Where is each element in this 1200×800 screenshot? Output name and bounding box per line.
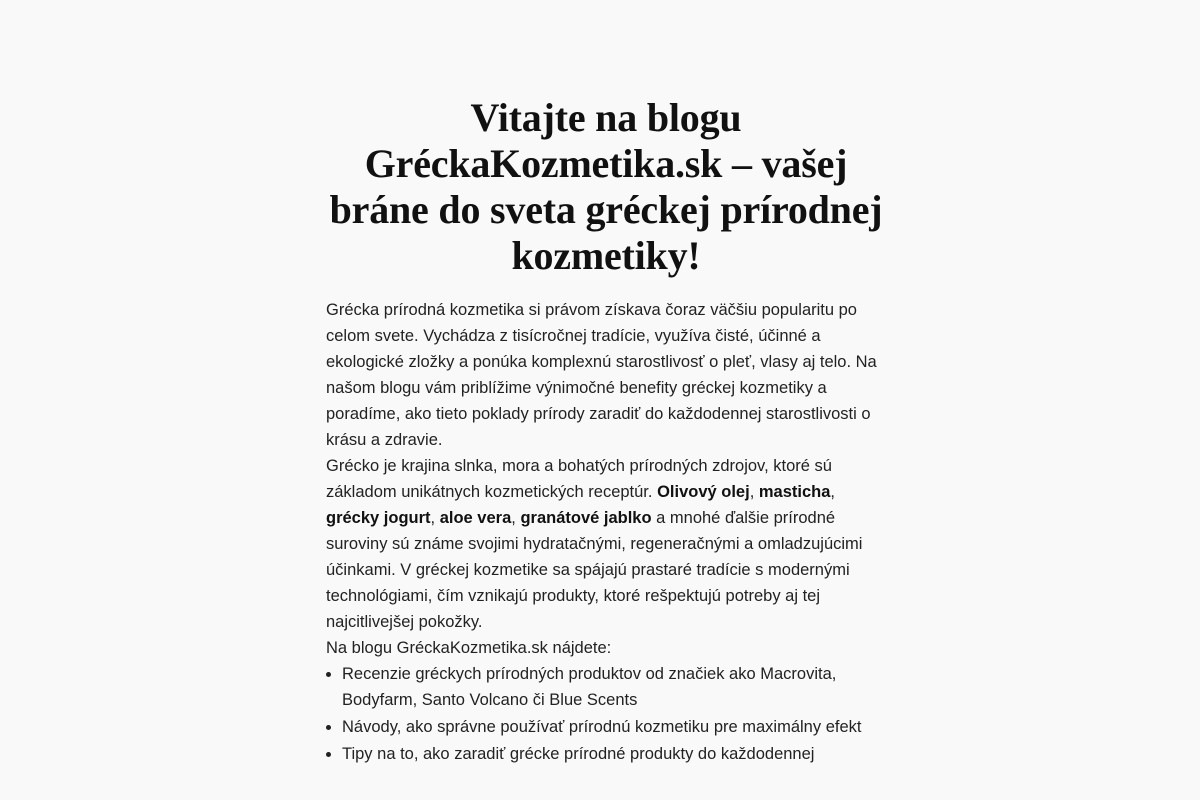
separator: , — [511, 509, 521, 527]
ingredient-masticha: masticha — [758, 483, 831, 501]
separator: , — [830, 483, 836, 501]
ingredient-pomegranate: granátové jablko — [520, 509, 652, 527]
separator: , — [430, 509, 440, 527]
main-content — [326, 95, 886, 768]
page-title: Vitajte na blogu GréckaKozmetika.sk – vašej bráne do sveta gréckej prírodnej kozmetiky! — [329, 95, 883, 278]
ingredient-aloe-vera: aloe vera — [439, 509, 512, 527]
separator: , — [749, 483, 759, 501]
blog-section-intro: Na blogu GréckaKozmetika.sk nájdete: — [326, 639, 612, 657]
list-item: • Recenzie gréckych prírodných produktov od značiek ako Macrovita, Bodyfarm, Santo Volcano či Blue Scents — [342, 661, 886, 713]
list-item: • Návody, ako správne používať prírodnú kozmetiku pre maximálny efekt — [342, 714, 886, 740]
greece-paragraph — [326, 453, 886, 635]
ingredient-greek-yogurt: grécky jogurt — [326, 509, 431, 527]
blog-feature-list — [326, 661, 886, 767]
ingredient-olive-oil: Olivový olej — [657, 483, 750, 501]
intro-paragraph: Grécka prírodná kozmetika si právom získava čoraz väčšiu popularitu po celom svete. Vychádza z tisícročnej tradície, využíva čisté, účinné a ekologické zložky a ponúka komplexnú starostlivosť o pleť, vlasy aj telo. Na našom blogu vám priblížime výnimočné benefity gréckej kozmetiky a poradíme, ako tieto poklady prírody zaradiť do každodennej starostlivosti o krásu a zdravie. — [326, 301, 877, 449]
greece-text-start: Grécko je krajina slnka, mora a bohatých prírodných zdrojov, ktoré sú základom unikátnych kozmetických receptúr. — [326, 457, 832, 501]
list-item: • Tipy na to, ako zaradiť grécke prírodné produkty do každodennej — [342, 741, 886, 767]
greece-text-end: a mnohé ďalšie prírodné suroviny sú známe svojimi hydratačnými, regeneračnými a omladzujúcimi účinkami. V gréckej kozmetike sa spájajú prastaré tradície s modernými technológiami, čím vznikajú produkty, ktoré rešpektujú potreby aj tej najcitlivejšej pokožky. — [326, 509, 863, 631]
